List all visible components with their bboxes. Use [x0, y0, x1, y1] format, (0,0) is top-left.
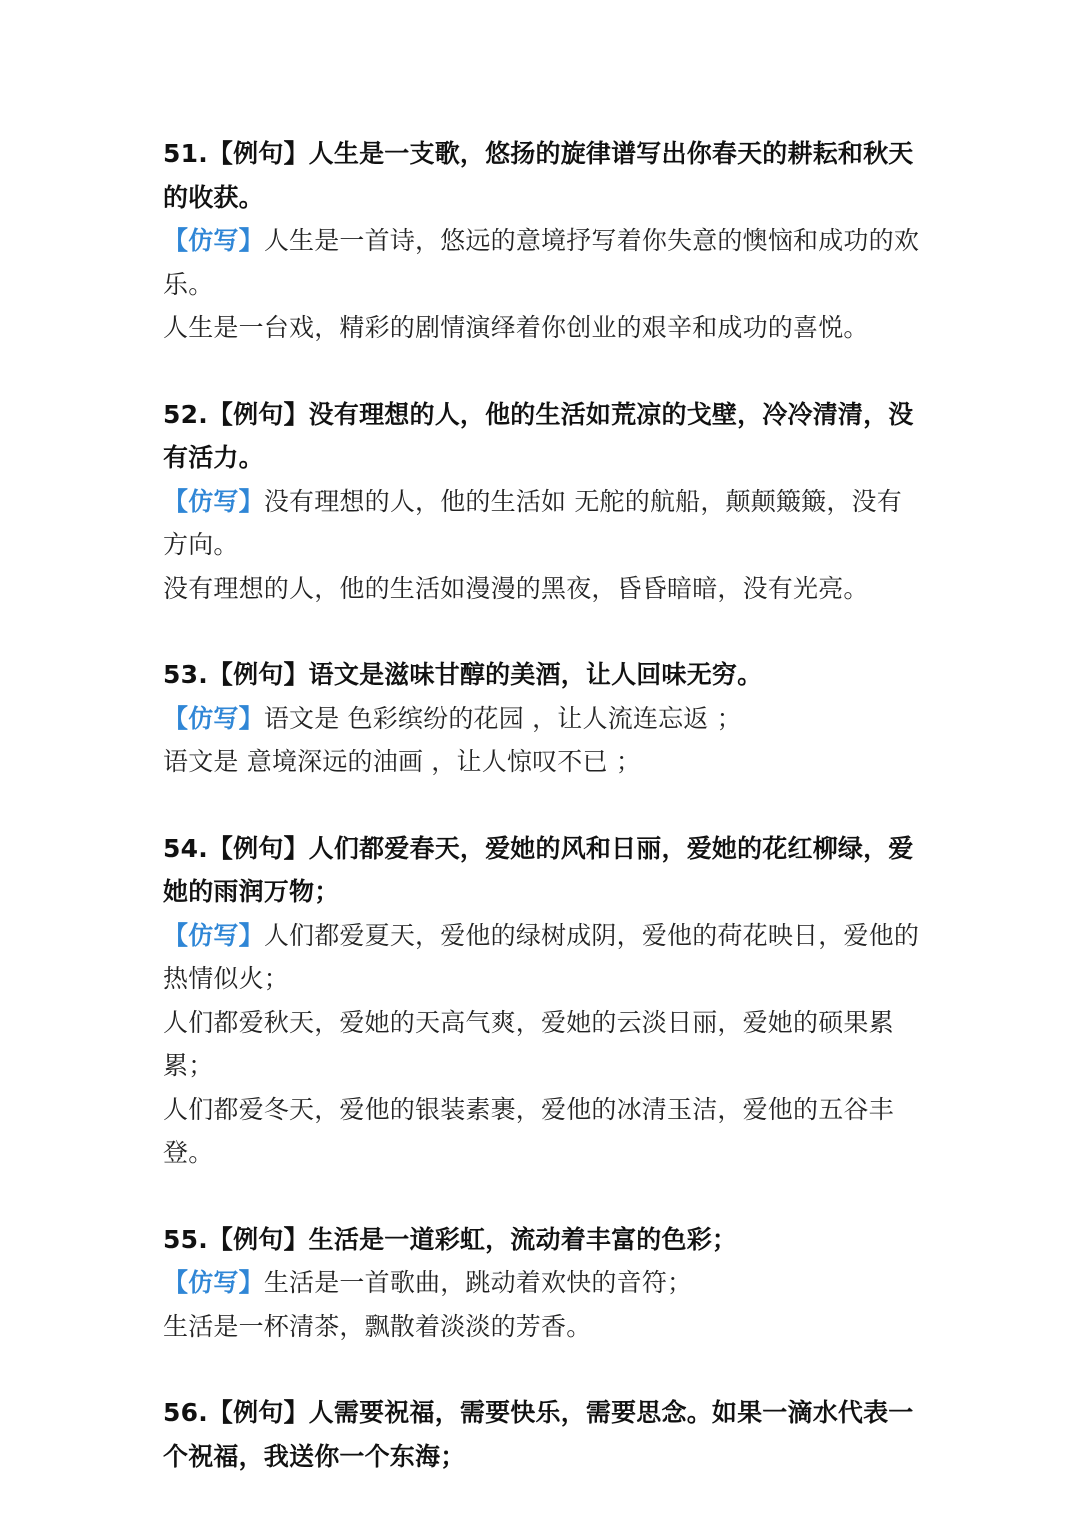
imitation-text: 语文是 色彩缤纷的花园 ，让人流连忘返 ；: [263, 703, 742, 733]
imitation-tag: 【仿写】: [163, 226, 264, 255]
imitation-text: 人们都爱夏天，爱他的绿树成阴，爱他的荷花映日，爱他的热情似火；: [163, 920, 920, 993]
example-sentence: 53.【例句】语文是滋味甘醇的美酒，让人回味无穷。: [163, 660, 763, 689]
imitation-tag: 【仿写】: [163, 1268, 264, 1297]
imitation-tag: 【仿写】: [163, 703, 264, 733]
example-sentence: 54.【例句】人们都爱春天，爱她的风和日丽，爱她的花红柳绿，爱她的雨润万物；: [163, 833, 914, 906]
imitation-tag: 【仿写】: [163, 486, 264, 516]
imitation-line: [163, 914, 923, 1001]
imitation-text: 没有理想的人，他的生活如 无舵的航船，颠颠簸簸，没有方向。: [163, 486, 902, 559]
exercise-item-56: [163, 1391, 923, 1478]
imitation-line: 没有理想的人，他的生活如漫漫的黑夜，昏昏暗暗，没有光亮。: [163, 573, 869, 603]
imitation-line: [163, 219, 923, 306]
imitation-line: [163, 697, 923, 741]
imitation-line: 生活是一杯清茶，飘散着淡淡的芳香。: [163, 1311, 592, 1341]
example-sentence: 51.【例句】人生是一支歌，悠扬的旋律谱写出你春天的耕耘和秋天的收获。: [163, 139, 914, 212]
imitation-line: [163, 1261, 923, 1305]
imitation-line: 语文是 意境深远的油画 ，让人惊叹不已 ；: [163, 747, 642, 776]
exercise-item-51: [163, 132, 923, 350]
example-sentence: 55.【例句】生活是一道彩虹，流动着丰富的色彩；: [163, 1224, 738, 1254]
example-sentence: 52.【例句】没有理想的人，他的生活如荒凉的戈壁，冷冷清清，没有活力。: [163, 399, 914, 472]
exercise-item-55: [163, 1218, 923, 1349]
exercise-item-53: [163, 653, 923, 784]
example-sentence: 56.【例句】人需要祝福，需要快乐，需要思念。如果一滴水代表一个祝福，我送你一个东海；: [163, 1398, 914, 1471]
imitation-line: [163, 480, 923, 567]
exercise-item-52: [163, 393, 923, 611]
imitation-text: 人生是一首诗，悠远的意境抒写着你失意的懊恼和成功的欢乐。: [163, 226, 920, 299]
imitation-line: 人们都爱秋天，爱她的天高气爽，爱她的云淡日丽，爱她的硕果累累；: [163, 1007, 894, 1080]
exercise-item-54: [163, 827, 923, 1175]
imitation-line: 人们都爱冬天，爱他的银装素裹，爱他的冰清玉洁，爱他的五谷丰登。: [163, 1094, 894, 1167]
imitation-line: 人生是一台戏，精彩的剧情演绎着你创业的艰辛和成功的喜悦。: [163, 313, 869, 342]
imitation-tag: 【仿写】: [163, 920, 264, 950]
imitation-text: 生活是一首歌曲，跳动着欢快的音符；: [263, 1268, 693, 1297]
document-page: [163, 132, 923, 1478]
